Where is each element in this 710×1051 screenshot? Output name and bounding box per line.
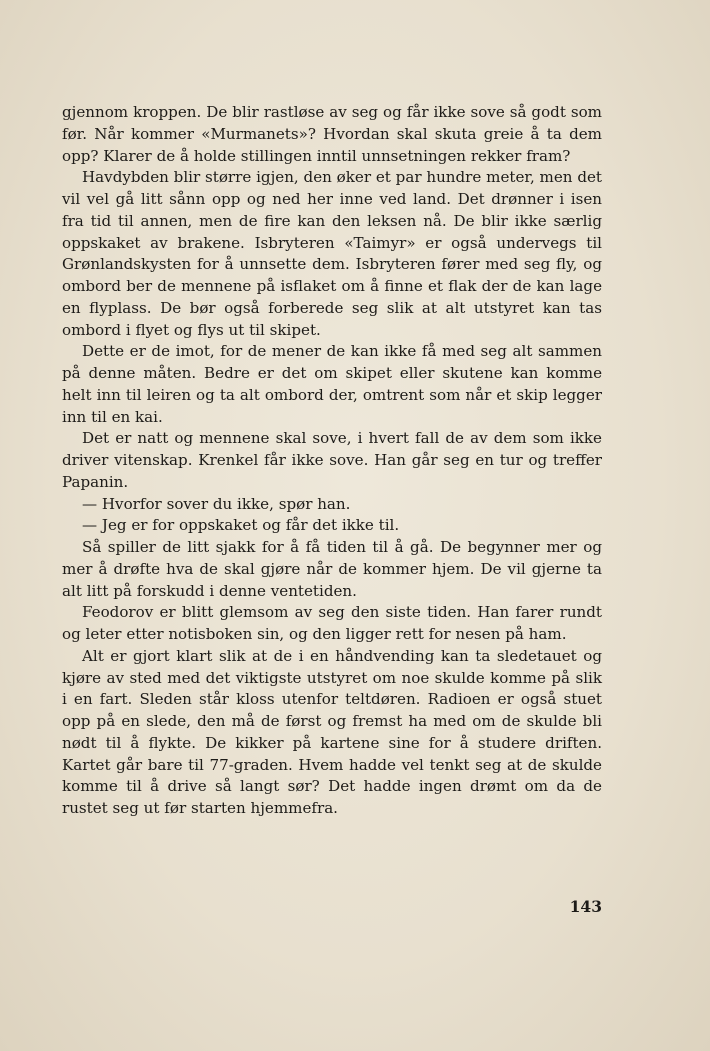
paragraph: Feodorov er blitt glemsom av seg den siste tiden. Han farer rundt og leter etter notisboken sin, og den ligger rett for nesen på ham.	[62, 603, 602, 643]
dialogue-line: — Hvorfor sover du ikke, spør han.	[82, 494, 351, 513]
paragraph: Havdybden blir større igjen, den øker et par hundre meter, men det vil vel gå litt sånn opp og ned her inne ved land. Det drønner i isen fra tid til annen, men de fire kan den leksen nå. De blir ikke særlig oppskaket av brakene. Isbryteren «Taimyr» er også undervegs til Grønlandskysten for å unnsette dem. Isbryteren fører med seg fly, og ombord ber de mennene på isflaket om å finne et flak der de kan lage en flyplass. De bør også forberede seg slik at alt utstyret kan tas ombord i flyet og flys ut til skipet.	[62, 168, 602, 339]
body-text	[62, 102, 602, 820]
paragraph: Dette er de imot, for de mener de kan ikke få med seg alt sammen på denne måten. Bedre er det om skipet eller skutene kan komme helt inn til leiren og ta alt ombord der, omtrent som når et skip legger inn til en kai.	[62, 342, 602, 426]
paragraph: Det er natt og mennene skal sove, i hvert fall de av dem som ikke driver vitenskap. Krenkel får ikke sove. Han går seg en tur og treffer Papanin.	[62, 429, 602, 491]
paragraph: gjennom kroppen. De blir rastløse av seg og får ikke sove så godt som før. Når kommer «Murmanets»? Hvordan skal skuta greie å ta dem opp? Klarer de å holde stillingen inntil unnsetningen rekker fram?	[62, 103, 602, 165]
paragraph: Så spiller de litt sjakk for å få tiden til å gå. De begynner mer og mer å drøfte hva de skal gjøre når de kommer hjem. De vil gjerne ta alt litt på forskudd i denne ventetiden.	[62, 538, 602, 600]
page-number: 143	[569, 897, 602, 916]
dialogue-line: — Jeg er for oppskaket og får det ikke til.	[82, 516, 400, 535]
paragraph: Alt er gjort klart slik at de i en håndvending kan ta sledetauet og kjøre av sted med det viktigste utstyret om noe skulde komme på slik i en fart. Sleden står kloss utenfor teltdøren. Radioen er også stuet opp på en slede, den må de først og fremst ha med om de skulde bli nødt til å flykte. De kikker på kartene sine for å studere driften. Kartet går bare til 77-graden. Hvem hadde vel tenkt seg at de skulde komme til å drive så langt sør? Det hadde ingen drømt om da de rustet seg ut før starten hjemmefra.	[62, 646, 602, 817]
